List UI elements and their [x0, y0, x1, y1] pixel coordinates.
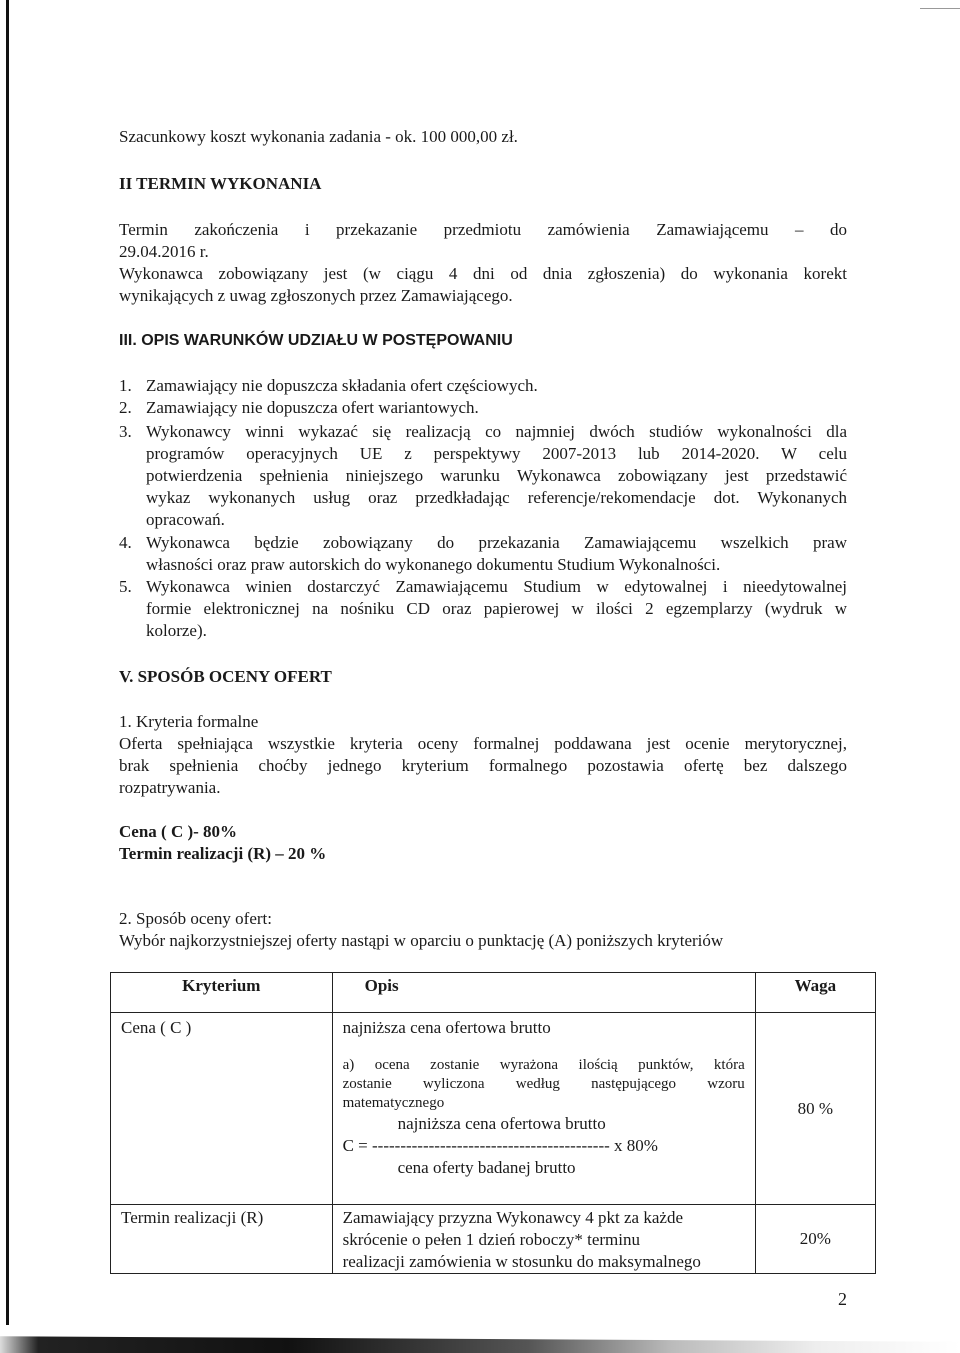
evaluation-method-line: Wybór najkorzystniejszej oferty nastąpi w oparciu o punktację (A) poniższych kryteriów: [119, 931, 724, 950]
price-description-line: a) ocena zostanie wyrażona ilością punktów, która: [342, 1057, 745, 1073]
condition-item-line: opracowań.: [146, 510, 225, 529]
condition-item-1: [119, 375, 847, 397]
section-v-heading: V. SPOSÓB OCENY OFERT: [119, 667, 332, 686]
header-criterion: [111, 973, 333, 1013]
weight-summary: [119, 821, 847, 865]
section-ii-heading: II TERMIN WYKONANIA: [119, 174, 322, 193]
condition-item-4: [119, 532, 847, 576]
evaluation-method-title: 2. Sposób oceny ofert:: [119, 909, 272, 928]
term-description-line: skrócenie o pełen 1 dzień roboczy* terminu: [342, 1230, 640, 1249]
header-criterion-label: Kryterium: [182, 976, 261, 995]
formal-criteria-line: rozpatrywania.: [119, 778, 221, 797]
table-row: [111, 1013, 876, 1205]
condition-item-line: formie elektronicznej na nośniku CD oraz papierowej w ilości 2 egzemplarzy (wydruk w: [146, 599, 847, 618]
condition-item-line: Wykonawca winien dostarczyć Zamawiającemu Studium w edytowalnej i nieedytowalnej: [146, 577, 847, 596]
formal-criteria-line: brak spełnienia choćby jednego kryterium formalnego pozostawia ofertę bez dalszego: [119, 756, 847, 775]
price-description-title: najniższa cena ofertowa brutto: [342, 1018, 551, 1037]
condition-item-2: [119, 397, 847, 419]
section-iii-heading: III. OPIS WARUNKÓW UDZIAŁU W POSTĘPOWANIU: [119, 332, 513, 349]
term-description-line: Zamawiający przyzna Wykonawcy 4 pkt za każde: [342, 1208, 683, 1227]
scan-edge-bottom: [0, 1325, 960, 1353]
condition-item-3: [119, 421, 847, 531]
condition-item-line: własności oraz praw autorskich do wykonanego dokumentu Studium Wykonalności.: [146, 555, 721, 574]
criteria-table-header: [111, 973, 876, 1013]
formal-criteria-title: 1. Kryteria formalne: [119, 712, 259, 731]
section-ii-para1-line1: Termin zakończenia i przekazanie przedmiotu zamówienia Zamawiającemu – do: [119, 220, 847, 239]
estimated-cost-line: Szacunkowy koszt wykonania zadania - ok. 100 000,00 zł.: [119, 127, 518, 146]
section-ii-para2-line2: wynikających z uwag zgłoszonych przez Zamawiającego.: [119, 286, 513, 305]
price-description-line: matematycznego: [342, 1095, 445, 1111]
header-weight: [755, 973, 875, 1013]
condition-item-number: 3.: [119, 422, 132, 441]
header-weight-label: Waga: [794, 976, 837, 995]
section-ii-para1-line2: 29.04.2016 r.: [119, 242, 209, 261]
evaluation-method-block: [119, 908, 847, 952]
price-description-line: zostanie wyliczona według następującego wzoru: [342, 1076, 745, 1092]
formula-denominator: cena oferty badanej brutto: [397, 1158, 576, 1177]
condition-item-number: 5.: [119, 577, 132, 596]
condition-item-line: programów operacyjnych UE z perspektywy 2007-2013 lub 2014-2020. W celu: [146, 444, 847, 463]
formula-numerator: najniższa cena ofertowa brutto: [397, 1114, 606, 1133]
weight-term-line: Termin realizacji (R) – 20 %: [119, 844, 327, 863]
formal-criteria-line: Oferta spełniająca wszystkie kryteria oceny formalnej poddawana jest ocenie merytorycznej,: [119, 734, 847, 753]
condition-item-line: potwierdzenia spełnienia niniejszego warunku Wykonawca zobowiązany jest przedstawić: [146, 466, 847, 485]
description-price-cell: [332, 1013, 755, 1205]
weight-price-value: 80 %: [797, 1098, 834, 1118]
weight-term-cell: [755, 1205, 875, 1274]
section-ii-paragraph: [119, 219, 847, 307]
term-description-line: realizacji zamówienia w stosunku do maksymalnego: [342, 1252, 701, 1271]
condition-item-5: [119, 576, 847, 642]
formal-criteria-block: [119, 711, 847, 799]
scan-edge-top: [920, 8, 960, 9]
formula-line: C = ------------------------------------------ x 80%: [342, 1136, 658, 1155]
weight-term-value: 20%: [799, 1229, 831, 1248]
page-number: 2: [838, 1289, 847, 1309]
description-term-cell: [332, 1205, 755, 1274]
header-description: [332, 973, 755, 1013]
condition-item-line: wykaz wykonanych usług oraz przedkładając referencje/rekomendacje dot. Wykonanych: [146, 488, 847, 507]
condition-item-number: 1.: [119, 376, 132, 395]
condition-item-line: Zamawiający nie dopuszcza składania ofert częściowych.: [146, 376, 538, 395]
criterion-term-cell: [111, 1205, 333, 1274]
criteria-table: [110, 972, 876, 1274]
condition-item-line: Zamawiający nie dopuszcza ofert wariantowych.: [146, 398, 479, 417]
criterion-price-label: Cena ( C ): [121, 1018, 192, 1037]
condition-item-line: kolorze).: [146, 621, 207, 640]
condition-item-line: Wykonawca będzie zobowiązany do przekazania Zamawiającemu wszelkich praw: [146, 533, 847, 552]
table-row: [111, 1205, 876, 1274]
condition-item-number: 4.: [119, 533, 132, 552]
criterion-price-cell: [111, 1013, 333, 1205]
section-ii-para2-line1: Wykonawca zobowiązany jest (w ciągu 4 dni od dnia zgłoszenia) do wykonania korekt: [119, 264, 847, 283]
header-description-label: Opis: [364, 976, 399, 995]
scan-edge-left: [6, 0, 9, 1325]
weight-price-line: Cena ( C )- 80%: [119, 822, 238, 841]
weight-price-cell: [755, 1013, 875, 1205]
criterion-term-label: Termin realizacji (R): [121, 1208, 264, 1227]
condition-item-number: 2.: [119, 398, 132, 417]
condition-item-line: Wykonawcy winni wykazać się realizacją co najmniej dwóch studiów wykonalności dla: [146, 422, 847, 441]
